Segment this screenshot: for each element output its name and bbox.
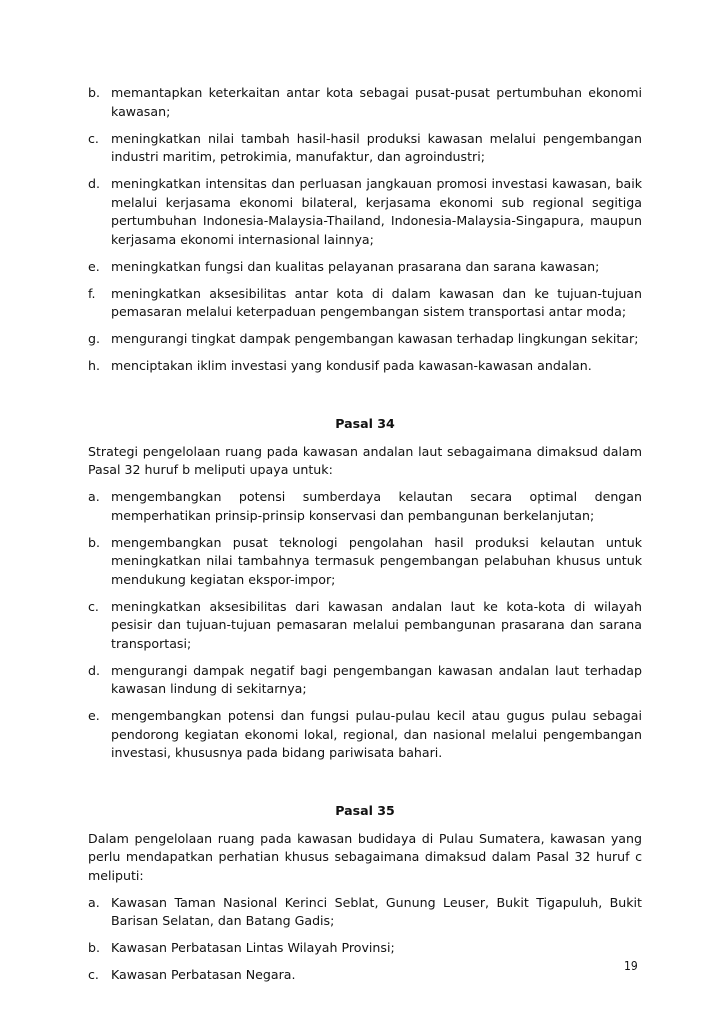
list-text: mengembangkan pusat teknologi pengolahan hasil produksi kelautan untuk meningkatkan nilai tambahnya termasuk pengembangan pelabuhan khusus untuk mendukung kegiatan ekspor-impor; bbox=[111, 534, 642, 587]
list-item bbox=[88, 258, 642, 277]
list-text: mengurangi dampak negatif bagi pengembangan kawasan andalan laut terhadap kawasan lindung di sekitarnya; bbox=[111, 662, 642, 696]
list-marker: b. bbox=[88, 85, 100, 100]
pasal-35-heading: Pasal 35 bbox=[335, 803, 395, 818]
list-marker: d. bbox=[88, 662, 100, 678]
list-text: meningkatkan intensitas dan perluasan jangkauan promosi investasi kawasan, baik melalui kerjasama ekonomi bilateral, kerjasama ekonomi sub regional segitiga pertumbuhan Indonesia-Malaysia-Thailand, Indonesia-Malaysia-Singapura, maupun kerjasama ekonomi internasional lainnya; bbox=[111, 176, 642, 247]
page-number: 19 bbox=[624, 959, 638, 973]
list-item bbox=[88, 84, 642, 121]
list-text: Kawasan Perbatasan Lintas Wilayah Provinsi; bbox=[111, 940, 395, 955]
list-text: Kawasan Perbatasan Negara. bbox=[111, 967, 296, 982]
list-marker: a. bbox=[88, 894, 100, 910]
list-item bbox=[88, 939, 642, 958]
list-item bbox=[88, 707, 642, 763]
list-text: menciptakan iklim investasi yang kondusif pada kawasan-kawasan andalan. bbox=[111, 358, 592, 373]
list-marker: e. bbox=[88, 708, 100, 723]
list-text: meningkatkan fungsi dan kualitas pelayanan prasarana dan sarana kawasan; bbox=[111, 258, 600, 274]
list-marker: b. bbox=[88, 940, 100, 955]
list-item bbox=[88, 966, 642, 985]
list-marker: g. bbox=[88, 331, 100, 346]
list-marker: c. bbox=[88, 967, 99, 982]
strategy-list-continued bbox=[88, 84, 642, 376]
list-item bbox=[88, 175, 642, 249]
list-text: meningkatkan aksesibilitas dari kawasan andalan laut ke kota-kota di wilayah pesisir dan tujuan-tujuan pemasaran melalui pembangunan prasarana dan sarana transportasi; bbox=[111, 598, 642, 651]
pasal-35-list bbox=[88, 894, 642, 985]
list-item bbox=[88, 534, 642, 590]
list-item bbox=[88, 330, 642, 349]
list-item bbox=[88, 130, 642, 167]
list-text: mengembangkan potensi dan fungsi pulau-pulau kecil atau gugus pulau sebagai pendorong kegiatan ekonomi lokal, regional, dan nasional melalui pengembangan investasi, khususnya pada bidang pariwisata bahari. bbox=[111, 708, 642, 760]
list-text: meningkatkan nilai tambah hasil-hasil produksi kawasan melalui pengembangan industri maritim, petrokimia, manufaktur, dan agroindustri; bbox=[111, 130, 642, 164]
list-item bbox=[88, 285, 642, 322]
document-page bbox=[88, 84, 642, 993]
list-marker: a. bbox=[88, 489, 100, 504]
pasal-34-intro: Strategi pengelolaan ruang pada kawasan andalan laut sebagaimana dimaksud dalam Pasal 32 huruf b meliputi upaya untuk: bbox=[88, 443, 642, 477]
list-item bbox=[88, 488, 642, 525]
pasal-35-intro: Dalam pengelolaan ruang pada kawasan budidaya di Pulau Sumatera, kawasan yang perlu mendapatkan perhatian khusus sebagaimana dimaksud dalam Pasal 32 huruf c meliputi: bbox=[88, 830, 642, 883]
list-marker: b. bbox=[88, 534, 100, 550]
list-text: mengembangkan potensi sumberdaya kelautan secara optimal dengan memperhatikan prinsip-prinsip konservasi dan pembangunan berkelanjutan; bbox=[111, 489, 642, 523]
list-item bbox=[88, 894, 642, 931]
list-item bbox=[88, 598, 642, 654]
list-text: memantapkan keterkaitan antar kota sebagai pusat-pusat pertumbuhan ekonomi kawasan; bbox=[111, 85, 642, 119]
pasal-34-heading: Pasal 34 bbox=[335, 416, 395, 431]
list-text: Kawasan Taman Nasional Kerinci Seblat, Gunung Leuser, Bukit Tigapuluh, Bukit Barisan Selatan, dan Batang Gadis; bbox=[111, 894, 642, 928]
list-marker: e. bbox=[88, 258, 100, 274]
list-marker: d. bbox=[88, 176, 100, 191]
list-text: mengurangi tingkat dampak pengembangan kawasan terhadap lingkungan sekitar; bbox=[111, 331, 639, 346]
list-item bbox=[88, 357, 642, 376]
list-text: meningkatkan aksesibilitas antar kota di dalam kawasan dan ke tujuan-tujuan pemasaran melalui keterpaduan pengembangan sistem transportasi antar moda; bbox=[111, 285, 642, 319]
list-marker: h. bbox=[88, 358, 100, 373]
pasal-34-list bbox=[88, 488, 642, 763]
list-marker: f. bbox=[88, 285, 96, 301]
list-marker: c. bbox=[88, 130, 99, 146]
list-item bbox=[88, 662, 642, 699]
list-marker: c. bbox=[88, 598, 99, 614]
